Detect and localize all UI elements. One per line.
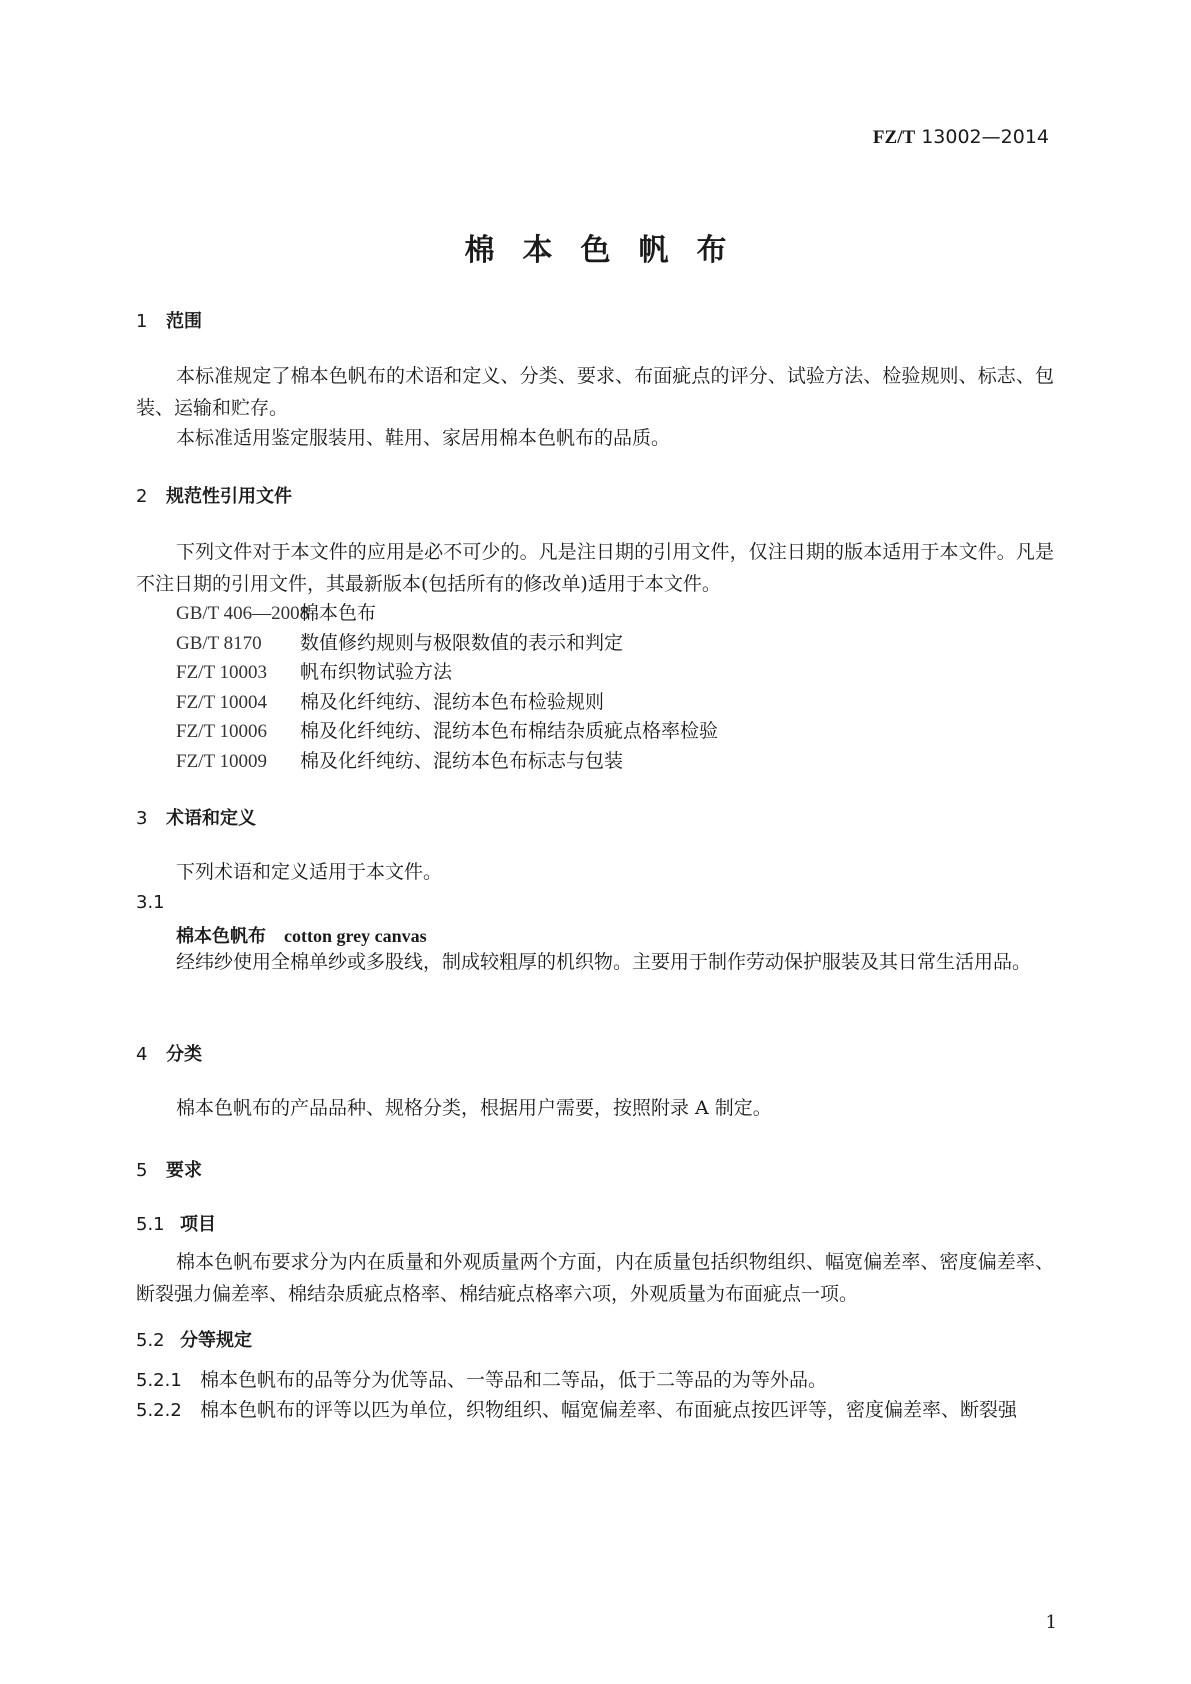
reference-code: GB/T 8170 — [176, 633, 262, 654]
reference-code: FZ/T 10009 — [176, 751, 267, 772]
section-1-number: 1 — [136, 311, 148, 332]
reference-item — [176, 628, 623, 655]
section-5-2-title: 分等规定 — [180, 1330, 252, 1351]
section-5-number: 5 — [136, 1160, 148, 1181]
clause-text: 棉本色帆布的评等以匹为单位，织物组织、幅宽偏差率、布面疵点按匹评等，密度偏差率、断裂强 — [200, 1399, 1018, 1421]
reference-title: 数值修约规则与极限数值的表示和判定 — [300, 632, 624, 654]
reference-code: FZ/T 10004 — [176, 692, 267, 713]
reference-item — [176, 598, 376, 625]
section-5-1-heading — [136, 1210, 216, 1236]
section-4-paragraph-1: 棉本色帆布的产品品种、规格分类，根据用户需要，按照附录 A 制定。 — [176, 1097, 772, 1119]
clause-5-2-1 — [136, 1364, 1054, 1397]
standard-code-prefix: FZ/T — [872, 127, 916, 148]
section-3-heading — [136, 804, 256, 830]
section-4-title: 分类 — [166, 1044, 202, 1065]
section-5-2-number: 5.2 — [136, 1330, 165, 1351]
clause-5-2-2 — [136, 1394, 1054, 1427]
standard-code — [873, 126, 1049, 149]
section-1-heading — [136, 307, 202, 333]
reference-title: 棉及化纤纯纺、混纺本色布标志与包装 — [300, 750, 624, 772]
reference-item — [176, 716, 718, 743]
section-5-2-heading — [136, 1326, 252, 1352]
section-3-title: 术语和定义 — [166, 808, 256, 829]
term-chinese: 棉本色帆布 — [176, 926, 266, 947]
section-3-number: 3 — [136, 808, 148, 829]
section-4-number: 4 — [136, 1044, 148, 1065]
reference-item — [176, 746, 623, 773]
section-2-title: 规范性引用文件 — [166, 486, 292, 507]
reference-code: FZ/T 10006 — [176, 721, 267, 742]
section-5-title: 要求 — [166, 1160, 202, 1181]
document-title: 棉本色帆布 — [464, 233, 755, 268]
section-2-number: 2 — [136, 486, 148, 507]
section-2-heading — [136, 482, 292, 508]
reference-item — [176, 687, 604, 714]
term-entry — [176, 922, 427, 948]
reference-title: 帆布织物试验方法 — [300, 661, 453, 683]
section-1-paragraph-1: 本标准规定了棉本色帆布的术语和定义、分类、要求、布面疵点的评分、试验方法、检验规则、标志、包装、运输和贮存。 — [136, 365, 1054, 419]
reference-title: 棉及化纤纯纺、混纺本色布检验规则 — [300, 691, 605, 713]
clause-number: 5.2.2 — [136, 1400, 182, 1421]
section-2-paragraph-1: 下列文件对于本文件的应用是必不可少的。凡是注日期的引用文件，仅注日期的版本适用于本文件。凡是不注日期的引用文件，其最新版本(包括所有的修改单)适用于本文件。 — [136, 541, 1054, 595]
section-5-heading — [136, 1156, 202, 1182]
standard-code-number: 13002—2014 — [921, 126, 1049, 148]
section-4-heading — [136, 1040, 202, 1066]
reference-item — [176, 657, 452, 684]
reference-title: 棉及化纤纯纺、混纺本色布棉结杂质疵点格率检验 — [300, 720, 719, 742]
term-definition: 经纬纱使用全棉单纱或多股线，制成较粗厚的机织物。主要用于制作劳动保护服装及其日常生活用品。 — [176, 951, 1032, 973]
term-english: cotton grey canvas — [284, 926, 427, 946]
section-5-1-paragraph: 棉本色帆布要求分为内在质量和外观质量两个方面，内在质量包括织物组织、幅宽偏差率、密度偏差率、断裂强力偏差率、棉结杂质疵点格率、棉结疵点格率六项，外观质量为布面疵点一项。 — [136, 1251, 1054, 1305]
section-3-paragraph-1: 下列术语和定义适用于本文件。 — [176, 861, 443, 883]
section-1-title: 范围 — [166, 311, 202, 332]
reference-code: GB/T 406—2008 — [176, 603, 310, 624]
clause-number: 5.2.1 — [136, 1370, 182, 1391]
subclause-3-1-number: 3.1 — [136, 892, 165, 913]
page-number: 1 — [1045, 1612, 1057, 1633]
reference-code: FZ/T 10003 — [176, 662, 267, 683]
section-5-1-number: 5.1 — [136, 1214, 165, 1235]
reference-title: 棉本色布 — [300, 602, 377, 624]
section-5-1-title: 项目 — [180, 1214, 216, 1235]
section-1-paragraph-2: 本标准适用鉴定服装用、鞋用、家居用棉本色帆布的品质。 — [176, 427, 671, 449]
clause-text: 棉本色帆布的品等分为优等品、一等品和二等品，低于二等品的为等外品。 — [200, 1369, 828, 1391]
